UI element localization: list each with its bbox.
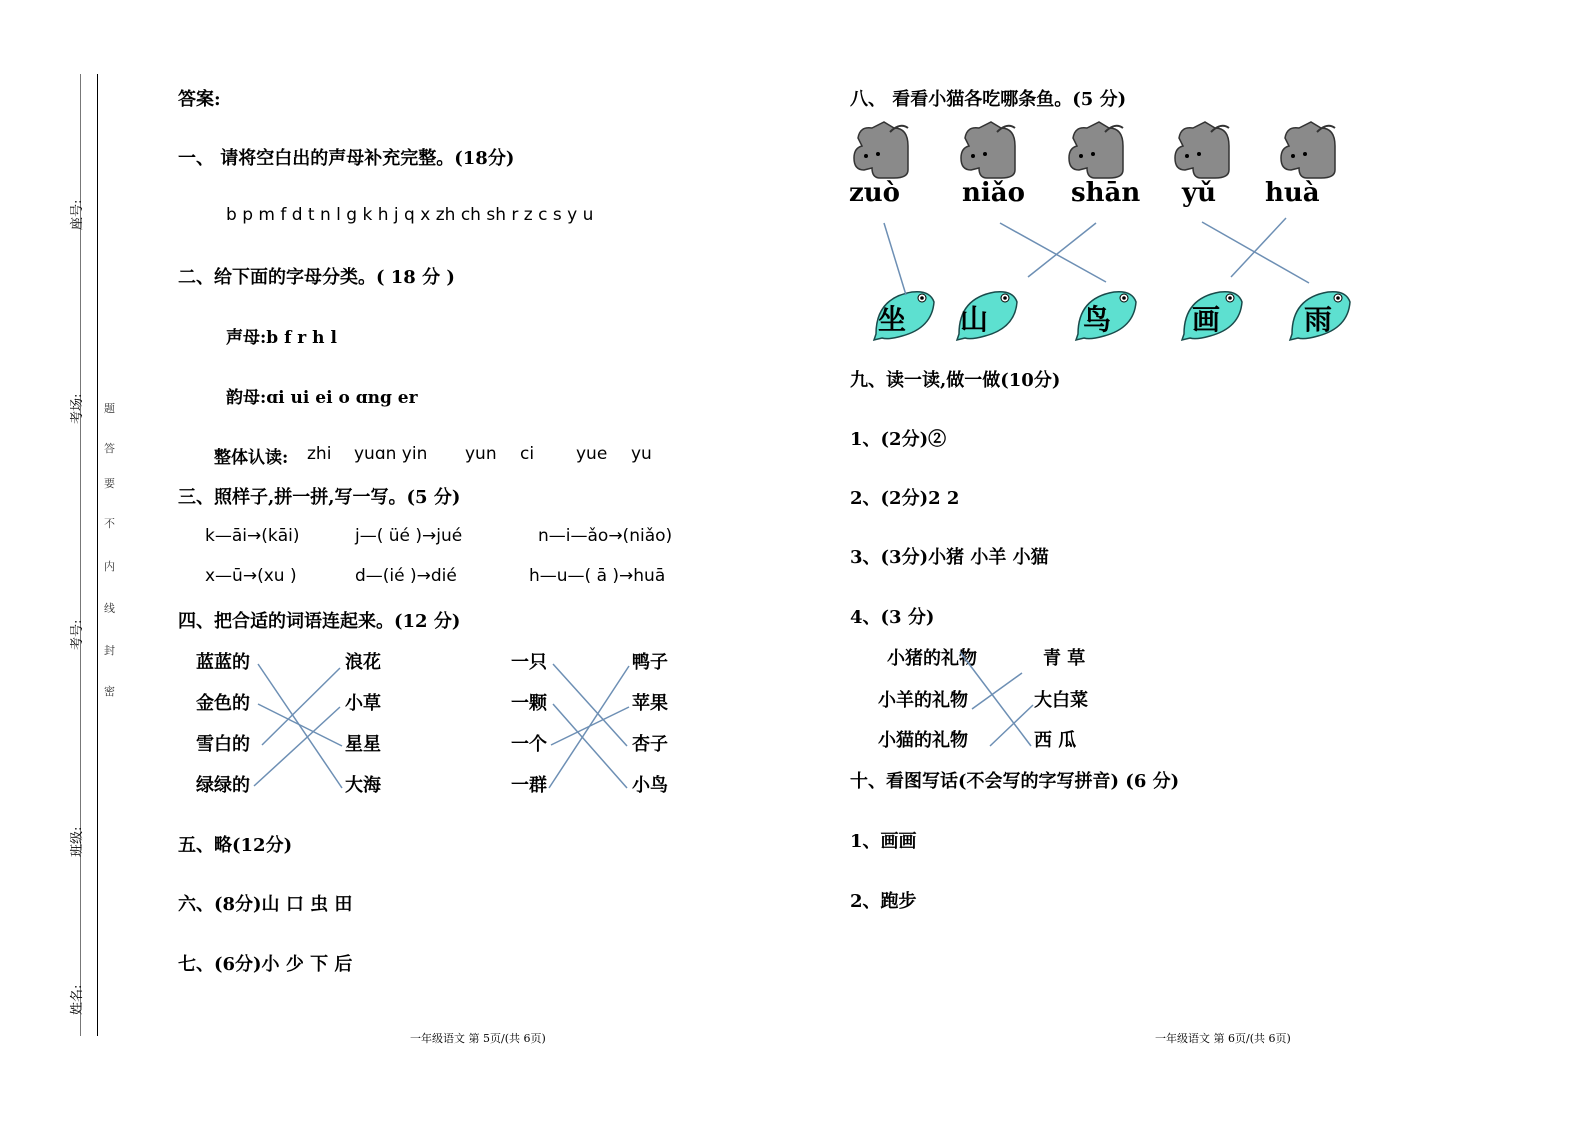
q4-right-word: 一颗 <box>511 693 547 714</box>
class-label: 班级: <box>70 826 85 857</box>
q2-zhengti-item: zhi <box>307 444 332 464</box>
q2-zhengti-item: yu <box>631 444 652 464</box>
connector-line <box>553 664 627 746</box>
q7-answer: 七、(6分)小 少 下 后 <box>178 954 353 975</box>
q9-answer-2: 2、(2分)2 2 <box>850 488 960 509</box>
q1-answer: b p m f d t n l g k h j q x zh ch sh r z c s y u <box>226 205 594 225</box>
q4-left-word: 雪白的 <box>196 734 250 755</box>
margin-line-outer <box>97 74 98 1036</box>
seal-char: 封 <box>104 644 115 657</box>
seal-char: 答 <box>104 442 115 455</box>
cat-icon <box>850 118 912 180</box>
connector-line <box>549 666 629 788</box>
q6-answer: 六、(8分)山 口 虫 田 <box>178 894 353 915</box>
right-footer: 一年级语文 第 6页/(共 6页) <box>1155 1032 1291 1045</box>
q4-left-word: 蓝蓝的 <box>196 652 250 673</box>
cat-pinyin: huà <box>1265 178 1320 208</box>
q2-yunmu: 韵母:ɑi ui ei o ɑng er <box>226 388 418 408</box>
q4-left-target: 大海 <box>345 775 381 796</box>
q3-item: d—(ié )→dié <box>355 566 457 586</box>
q4-right-target: 苹果 <box>632 693 668 714</box>
cat-icon <box>957 118 1019 180</box>
cat-pinyin: yǔ <box>1182 178 1217 208</box>
q2-zhengti-item: yuɑn yin <box>354 444 428 464</box>
seal-char: 不 <box>104 517 115 530</box>
q2-title: 二、给下面的字母分类。( 18 分 ) <box>178 267 455 288</box>
connector-line <box>258 704 342 746</box>
connector-line <box>972 673 1022 709</box>
q4-right-target: 小鸟 <box>632 775 668 796</box>
name-label: 姓名: <box>70 984 85 1015</box>
food-item: 大白菜 <box>1034 690 1088 711</box>
q2-zhengti-item: ci <box>520 444 535 464</box>
seal-char: 要 <box>104 477 115 490</box>
seal-char: 题 <box>104 402 115 415</box>
q4-left-word: 金色的 <box>196 693 250 714</box>
connector-line <box>1202 222 1309 283</box>
connector-line <box>1000 223 1106 282</box>
food-item: 青 草 <box>1043 648 1086 669</box>
q3-item: j—( üé )→jué <box>355 526 463 546</box>
answers-title: 答案: <box>178 89 221 110</box>
connector-line <box>262 668 340 745</box>
seal-char: 内 <box>104 560 115 573</box>
connector-line <box>553 704 627 788</box>
fish-char: 坐 <box>878 303 907 336</box>
q4-left-target: 浪花 <box>345 652 381 673</box>
q9-answer-3: 3、(3分)小猪 小羊 小猫 <box>850 547 1049 568</box>
connector-line <box>990 705 1033 746</box>
exam-room-label: 考场: <box>70 393 85 424</box>
q3-item: n—i—ǎo→(niǎo) <box>538 526 673 546</box>
q10-answer-1: 1、画画 <box>850 831 917 852</box>
connector-line <box>551 707 629 745</box>
q3-item: k—āi→(kāi) <box>205 526 300 546</box>
cat-pinyin: shān <box>1071 178 1141 208</box>
connector-line <box>258 664 342 788</box>
food-item: 西 瓜 <box>1034 730 1077 751</box>
q3-item: x—ū→(xu ) <box>205 566 297 586</box>
exam-number-label: 考号: <box>70 619 85 650</box>
connector-line <box>254 707 340 786</box>
gift-item: 小猫的礼物 <box>878 730 968 751</box>
q4-left-target: 小草 <box>345 693 381 714</box>
fish-char: 鸟 <box>1083 303 1112 336</box>
connector-line <box>1231 218 1286 277</box>
cat-icon <box>1277 118 1339 180</box>
seal-char: 线 <box>104 602 115 615</box>
q4-right-word: 一个 <box>511 734 547 755</box>
q4-right-word: 一只 <box>511 652 547 673</box>
q4-right-target: 杏子 <box>632 734 668 755</box>
q4-right-word: 一群 <box>511 775 547 796</box>
connector-line <box>1028 223 1096 277</box>
q2-zhengti-label: 整体认读: <box>214 448 289 468</box>
q4-left-target: 星星 <box>345 734 381 755</box>
q10-answer-2: 2、跑步 <box>850 891 917 912</box>
q3-title: 三、照样子,拼一拼,写一写。(5 分) <box>178 487 461 508</box>
seal-char: 密 <box>104 685 115 698</box>
q4-title: 四、把合适的词语连起来。(12 分) <box>178 611 461 632</box>
seat-number-label: 座号: <box>70 199 85 230</box>
cat-pinyin: niǎo <box>962 178 1025 208</box>
q2-zhengti-item: yun <box>465 444 497 464</box>
q4-right-target: 鸭子 <box>632 652 668 673</box>
q2-shengmu: 声母:b f r h l <box>226 328 337 348</box>
q3-item: h—u—( ā )→huā <box>529 566 666 586</box>
fish-char: 雨 <box>1304 303 1333 336</box>
q4-left-word: 绿绿的 <box>196 775 250 796</box>
q8-title: 八、 看看小猫各吃哪条鱼。(5 分) <box>850 89 1127 110</box>
q2-zhengti-item: yue <box>576 444 608 464</box>
fish-char: 山 <box>960 303 989 336</box>
fish-char: 画 <box>1192 303 1221 336</box>
cat-icon <box>1065 118 1127 180</box>
gift-item: 小羊的礼物 <box>878 690 968 711</box>
q1-title: 一、 请将空白出的声母补充完整。(18分) <box>178 148 515 169</box>
q10-title: 十、看图写话(不会写的字写拼音) (6 分) <box>850 771 1180 792</box>
q9-title: 九、读一读,做一做(10分) <box>850 370 1061 391</box>
cat-icon <box>1171 118 1233 180</box>
q5-answer: 五、略(12分) <box>178 835 293 856</box>
q9-answer-1: 1、(2分)② <box>850 429 947 450</box>
cat-pinyin: zuò <box>849 178 901 208</box>
gift-item: 小猪的礼物 <box>887 648 977 669</box>
left-footer: 一年级语文 第 5页/(共 6页) <box>410 1032 546 1045</box>
q9-answer-4: 4、(3 分) <box>850 607 935 628</box>
